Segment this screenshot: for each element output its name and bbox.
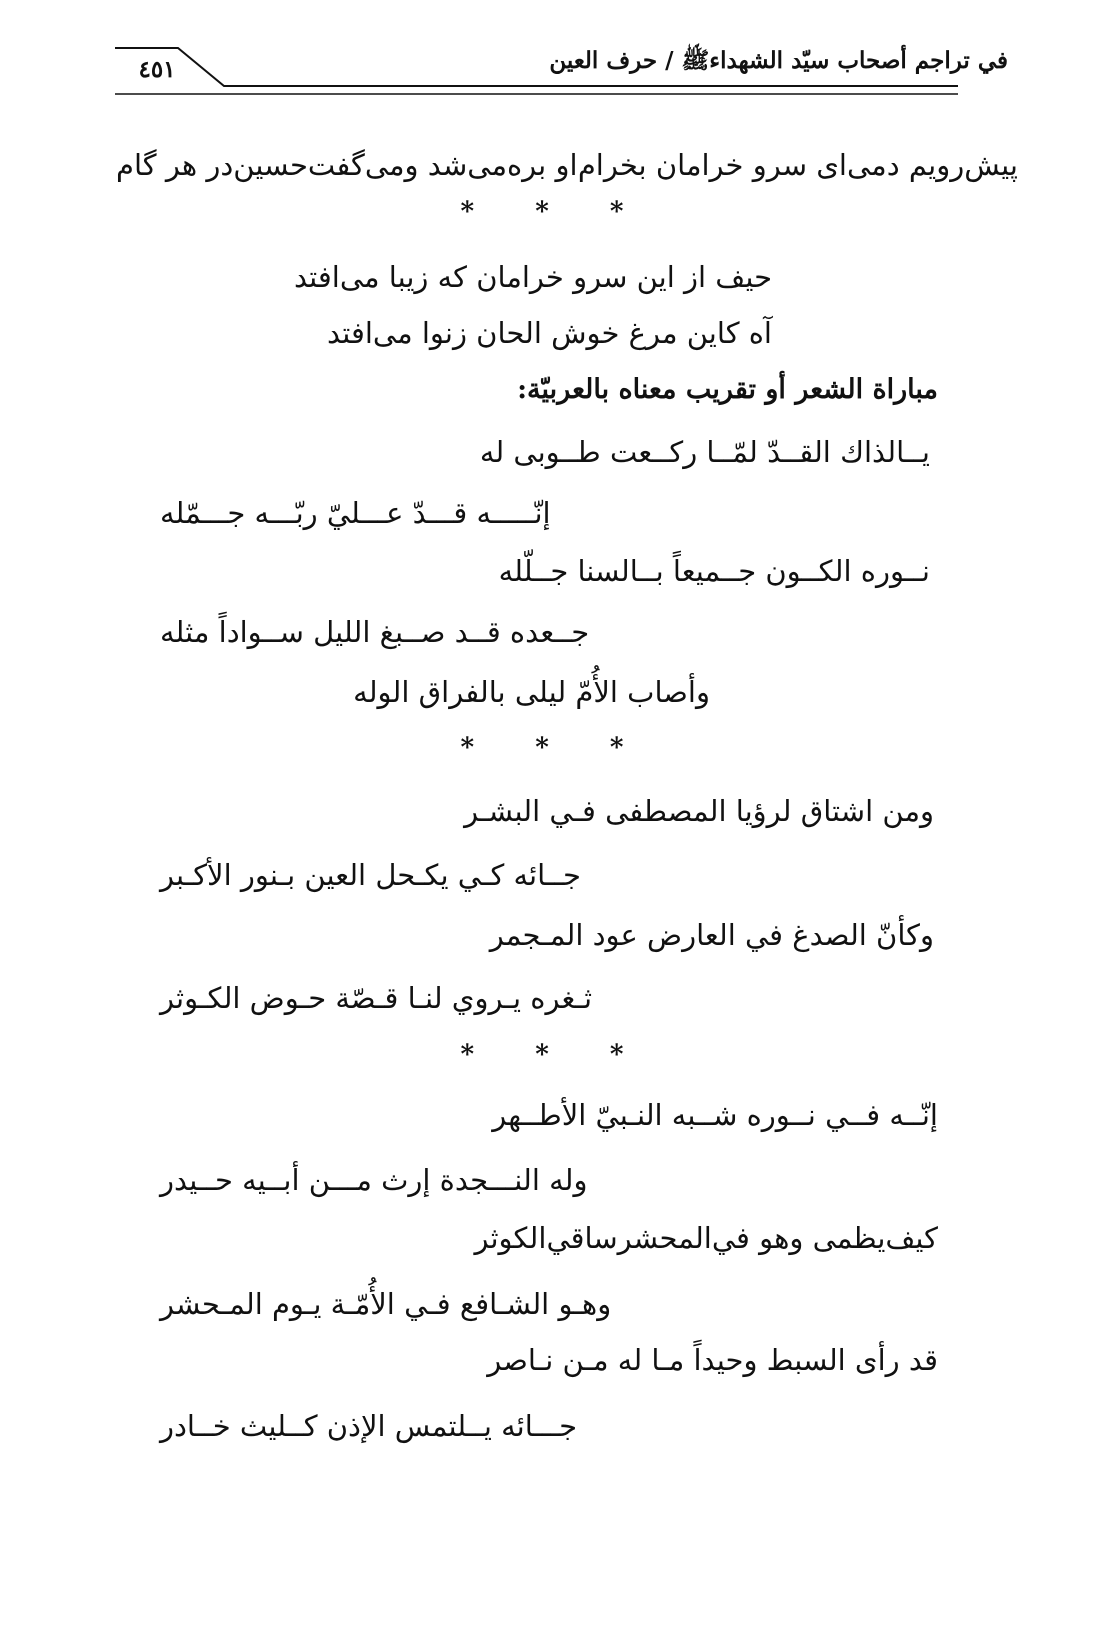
stars-separator: * * * xyxy=(460,733,650,763)
persian-couplet-line: حیف از این سرو خرامان که زیبا می‌افتد xyxy=(293,260,772,294)
verse-line: جـــائه يــلتمس الإذن كــليث خــادر xyxy=(160,1409,578,1443)
header-separator: / xyxy=(665,47,674,74)
verse-line: ثـغره يـروي لنـا قـصّة حـوض الكـوثر xyxy=(160,981,593,1015)
verse-line: ومن اشتاق لرؤيا المصطفى فـي البشـر xyxy=(464,794,934,828)
honorific-glyph: ﷺ xyxy=(681,47,710,74)
stars-separator: * * * xyxy=(460,197,650,227)
persian-hemistich-right: پیش‌رویم دمی‌ای سرو خرامان بخرام xyxy=(577,148,1018,182)
verse-line: وأصاب الأُمّ ليلى بالفراق الوله xyxy=(353,675,710,709)
verse-line: وله النـــجدة إرث مـــن أبــيه حــيدر xyxy=(160,1163,588,1197)
verse-line: إنّـــــه قـــدّ عـــليّ ربّـــه جـــمّله xyxy=(160,496,551,530)
verse-line: جــعده قــد صــبغ الليل ســواداً مثله xyxy=(160,615,590,649)
page-number: ٤٥١ xyxy=(138,56,176,83)
verse-line: كيف‌يظمى وهو في‌المحشرساقي‌الكوثر xyxy=(474,1221,938,1255)
stars-separator: * * * xyxy=(460,1040,650,1070)
persian-couplet-line: آه کاین مرغ خوش الحان زنوا می‌افتد xyxy=(327,316,772,350)
book-title: في تراجم أصحاب سيّد الشهداء xyxy=(709,47,1008,74)
verse-line: إنّــه فــي نــوره شــبه النـبيّ الأطــهر xyxy=(492,1098,938,1132)
verse-line: وكأنّ الصدغ في العارض عود المـجمر xyxy=(489,918,934,952)
verse-line: يــالذاك القــدّ لمّــا ركــعت طــوبى له xyxy=(479,435,930,469)
verse-line: وهـو الشـافع فـي الأُمّـة يـوم المـحشر xyxy=(160,1287,612,1321)
chapter-title: حرف العين xyxy=(549,47,658,74)
persian-hemistich-left: او بره‌می‌شد ومی‌گفت‌حسین‌در هر گام xyxy=(116,148,578,182)
verse-line: قد رأى السبط وحيداً مـا له مـن نـاصر xyxy=(487,1343,938,1377)
page-header xyxy=(0,0,1110,110)
section-heading: مباراة الشعر أو تقريب معناه بالعربيّة: xyxy=(517,374,938,405)
verse-line: نــوره الكــون جــميعاً بــالسنا جــلّله xyxy=(498,554,930,588)
verse-line: جــائه كـي يكـحل العين بـنور الأكـبر xyxy=(160,858,581,892)
running-head xyxy=(448,46,1008,80)
